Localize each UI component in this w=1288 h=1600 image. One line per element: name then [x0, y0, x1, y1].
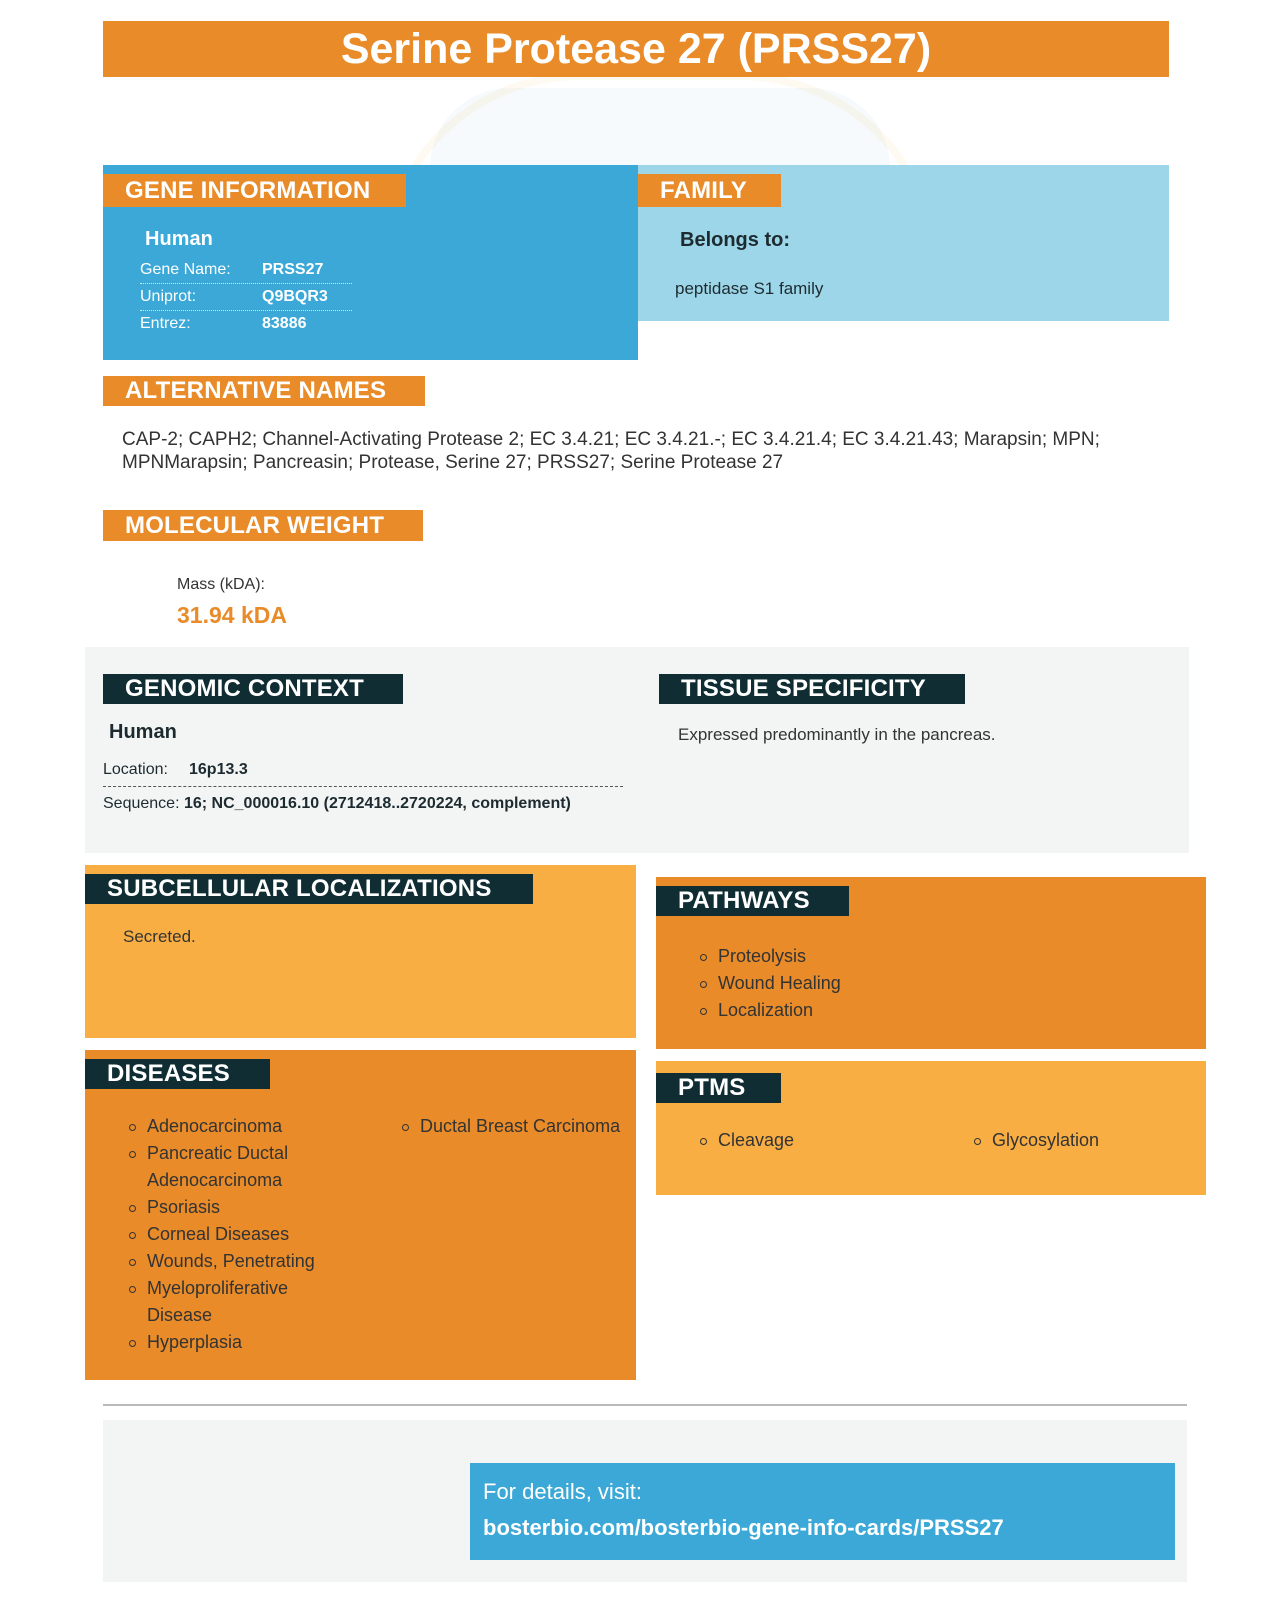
list-item: Hyperplasia: [127, 1329, 347, 1356]
diseases-list-col2: [400, 1113, 630, 1140]
tissue-specificity-header: TISSUE SPECIFICITY: [659, 674, 965, 704]
sequence-value: 16; NC_000016.10 (2712418..2720224, complement): [183, 795, 571, 812]
ptms-panel: [656, 1061, 1206, 1195]
bullet-icon: [129, 1151, 136, 1158]
list-item: Wound Healing: [698, 970, 841, 997]
family-panel: [638, 165, 1169, 321]
family-value: peptidase S1 family: [675, 279, 824, 298]
bullet-icon: [129, 1340, 136, 1347]
bullet-icon: [974, 1138, 981, 1145]
footer-divider: [103, 1404, 1187, 1406]
genomic-tissue-section: [85, 647, 1189, 853]
list-item: Corneal Diseases: [127, 1221, 347, 1248]
list-item: Psoriasis: [127, 1194, 347, 1221]
list-item: Myeloproliferative Disease: [127, 1275, 347, 1329]
pathways-panel: [656, 877, 1206, 1049]
bullet-icon: [129, 1259, 136, 1266]
bullet-icon: [700, 1138, 707, 1145]
entrez-value: 83886: [262, 315, 307, 332]
subcellular-localizations-panel: [85, 865, 636, 1038]
mass-label: Mass (kDA):: [177, 576, 265, 593]
uniprot-value: Q9BQR3: [262, 288, 328, 305]
family-belongs-label: Belongs to:: [680, 229, 790, 251]
bullet-icon: [129, 1286, 136, 1293]
bullet-icon: [129, 1124, 136, 1131]
location-value: 16p13.3: [189, 761, 248, 778]
pathways-header: PATHWAYS: [656, 886, 849, 916]
list-item: Proteolysis: [698, 943, 841, 970]
sequence-row: [103, 788, 571, 820]
subcellular-localizations-text: Secreted.: [123, 927, 196, 946]
diseases-header: DISEASES: [85, 1059, 270, 1089]
genomic-organism: Human: [109, 721, 177, 743]
gene-information-header: GENE INFORMATION: [103, 174, 406, 207]
footer-link-box[interactable]: [470, 1463, 1175, 1560]
ptms-list-col1: [698, 1127, 794, 1154]
bullet-icon: [402, 1124, 409, 1131]
bullet-icon: [700, 981, 707, 988]
gene-information-panel: [103, 165, 638, 360]
sequence-label: Sequence:: [103, 795, 180, 812]
page-title: Serine Protease 27 (PRSS27): [103, 21, 1169, 77]
list-item: Cleavage: [698, 1127, 794, 1154]
entrez-row: [140, 310, 352, 337]
genomic-context-header: GENOMIC CONTEXT: [103, 674, 403, 704]
footer-visit-label: For details, visit:: [483, 1479, 642, 1504]
diseases-list-col1: [127, 1113, 347, 1356]
list-item: Glycosylation: [972, 1127, 1099, 1154]
list-item: Wounds, Penetrating: [127, 1248, 347, 1275]
tissue-specificity-text: Expressed predominantly in the pancreas.: [678, 725, 996, 744]
gene-name-value: PRSS27: [262, 261, 324, 278]
mass-value: 31.94 kDA: [177, 602, 287, 628]
list-item: Adenocarcinoma: [127, 1113, 347, 1140]
logo-watermark-inner: [430, 88, 890, 168]
family-header: FAMILY: [638, 174, 781, 207]
uniprot-label: Uniprot:: [140, 288, 197, 305]
bullet-icon: [700, 1008, 707, 1015]
subcellular-localizations-header: SUBCELLULAR LOCALIZATIONS: [85, 874, 533, 904]
bullet-icon: [129, 1205, 136, 1212]
pathways-list: [698, 943, 841, 1024]
list-item: Localization: [698, 997, 841, 1024]
alternative-names-header: ALTERNATIVE NAMES: [103, 376, 425, 406]
ptms-header: PTMS: [656, 1073, 781, 1103]
alternative-names-text: CAP-2; CAPH2; Channel-Activating Protease 2; EC 3.4.21; EC 3.4.21.-; EC 3.4.21.4; EC 3.4.21.43; Marapsin; MPN; MPNMarapsin; Pancreasin; Protease, Serine 27; PRSS27; Serine Protease 27: [122, 429, 1100, 473]
gene-name-row: [140, 256, 352, 284]
footer-link[interactable]: bosterbio.com/bosterbio-gene-info-cards/PRSS27: [483, 1515, 1004, 1540]
location-label: Location:: [103, 761, 168, 778]
gene-organism: Human: [145, 228, 213, 250]
gene-name-label: Gene Name:: [140, 261, 231, 278]
uniprot-row: [140, 283, 352, 311]
ptms-list-col2: [972, 1127, 1099, 1154]
location-row: [103, 754, 623, 787]
list-item: Pancreatic Ductal Adenocarcinoma: [127, 1140, 347, 1194]
diseases-panel: [85, 1050, 636, 1380]
bullet-icon: [700, 954, 707, 961]
entrez-label: Entrez:: [140, 315, 191, 332]
bullet-icon: [129, 1232, 136, 1239]
molecular-weight-header: MOLECULAR WEIGHT: [103, 510, 423, 541]
list-item: Ductal Breast Carcinoma: [400, 1113, 630, 1140]
